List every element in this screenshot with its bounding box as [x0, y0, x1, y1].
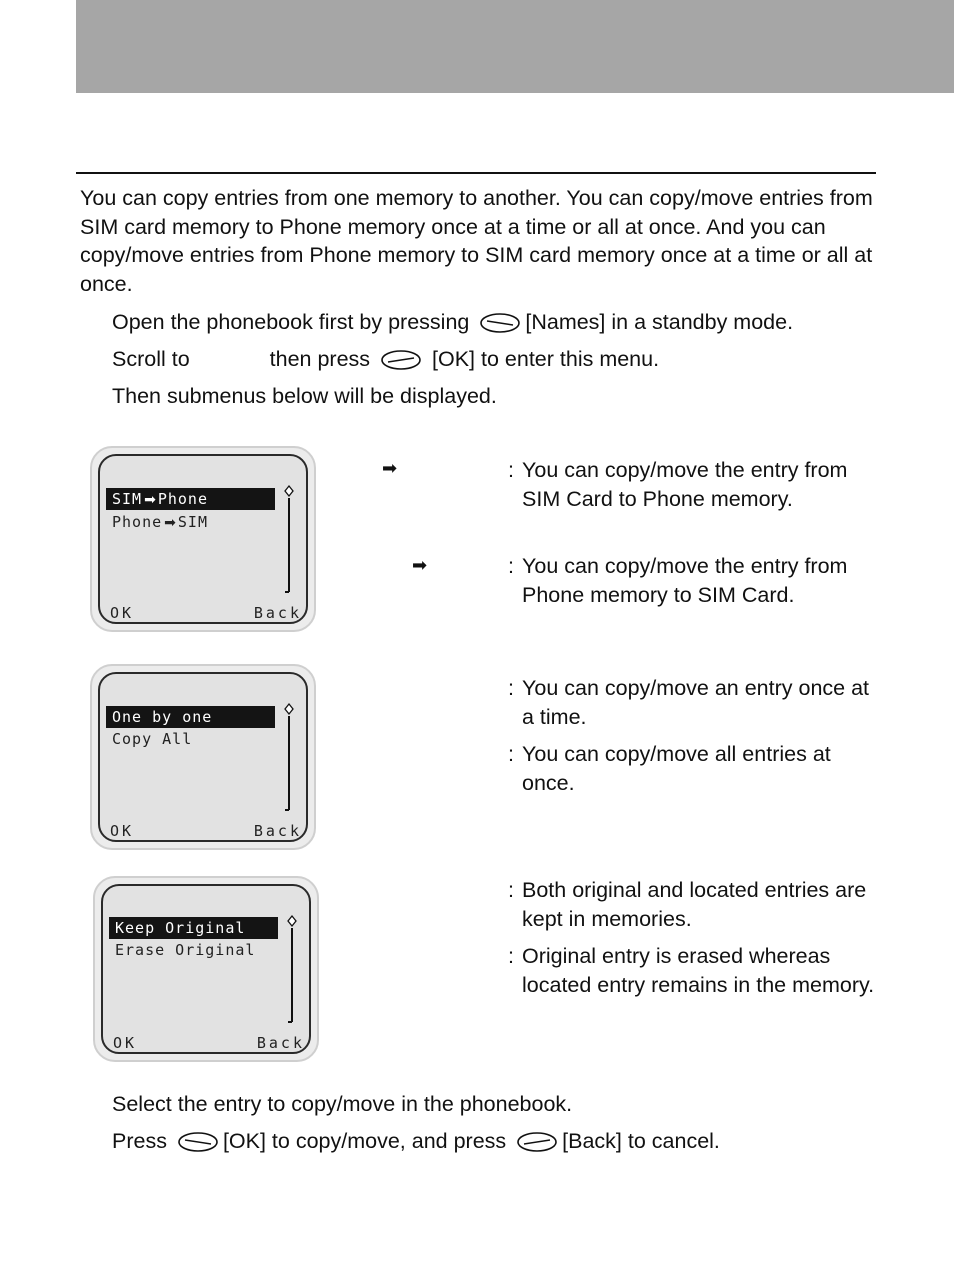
right-arrow-icon: ➡	[382, 458, 398, 479]
menu-item-sim-to-phone[interactable]: SIM ➡ Phone	[106, 488, 275, 510]
description-copy-all: : You can copy/move all entries at once.	[508, 742, 831, 795]
step-confirm	[112, 1128, 720, 1154]
step-submenus	[112, 383, 497, 409]
description-phone-to-sim: : You can copy/move the entry from Phone memory to SIM Card.	[508, 554, 848, 607]
soft-key-back[interactable]: Back	[256, 1034, 305, 1052]
step-scroll-to	[112, 346, 659, 372]
soft-key-ok[interactable]: OK	[110, 604, 135, 622]
soft-key-icon	[479, 312, 521, 334]
screen-lcd	[101, 884, 311, 1054]
menu-item-keep-original[interactable]: Keep Original	[109, 917, 278, 939]
scroll-indicator-icon	[284, 484, 294, 594]
screen-lcd	[98, 454, 308, 624]
menu-item-one-by-one[interactable]: One by one	[106, 706, 275, 728]
description-erase-original: : Original entry is erased whereas located entry remains in the memory.	[508, 944, 875, 997]
screen-lcd	[98, 672, 308, 842]
step-text: [Names] in a standby mode.	[525, 310, 794, 334]
intro-paragraph: You can copy entries from one memory to another. You can copy/move entries from SIM card memory to Phone memory once at a time or all at once. And you can copy/move entries from Phone memory to SIM card memory once at a time or all at once.	[80, 186, 873, 297]
menu-item-phone-to-sim[interactable]: Phone ➡ SIM	[112, 513, 208, 531]
step-text: Press	[112, 1129, 167, 1153]
step-text: Then submenus below will be displayed.	[112, 384, 497, 408]
phone-screen-count	[90, 664, 316, 850]
soft-key-icon	[177, 1131, 219, 1153]
step-text: [OK] to copy/move, and press	[222, 1129, 507, 1153]
soft-key-back[interactable]: Back	[253, 604, 302, 622]
right-arrow-icon: ➡	[144, 492, 156, 508]
step-text: then press	[269, 347, 371, 371]
soft-key-back[interactable]: Back	[253, 822, 302, 840]
description-one-by-one: : You can copy/move an entry once at a time.	[508, 676, 870, 729]
step-select-entry	[112, 1091, 572, 1117]
step-text: Scroll to	[112, 347, 190, 371]
description-sim-to-phone: : You can copy/move the entry from SIM Card to Phone memory.	[508, 458, 848, 511]
scroll-indicator-icon	[287, 914, 297, 1024]
step-text: [OK] to enter this menu.	[432, 347, 660, 371]
step-open-phonebook	[112, 309, 793, 335]
scroll-indicator-icon	[284, 702, 294, 812]
description-keep-original: : Both original and located entries are kept in memories.	[508, 878, 867, 931]
soft-key-icon	[380, 349, 422, 371]
header-band	[76, 0, 954, 93]
phone-screen-direction	[90, 446, 316, 632]
step-text: Open the phonebook first by pressing	[112, 310, 470, 334]
step-text: [Back] to cancel.	[562, 1129, 720, 1153]
step-text: Select the entry to copy/move in the phonebook.	[112, 1092, 573, 1116]
soft-key-ok[interactable]: OK	[113, 1034, 138, 1052]
section-rule	[76, 172, 876, 174]
soft-key-ok[interactable]: OK	[110, 822, 135, 840]
menu-item-copy-all[interactable]: Copy All	[112, 730, 193, 748]
soft-key-icon	[516, 1131, 558, 1153]
right-arrow-icon: ➡	[412, 555, 428, 576]
phone-screen-original	[93, 876, 319, 1062]
menu-item-erase-original[interactable]: Erase Original	[115, 941, 256, 959]
right-arrow-icon: ➡	[164, 515, 176, 531]
